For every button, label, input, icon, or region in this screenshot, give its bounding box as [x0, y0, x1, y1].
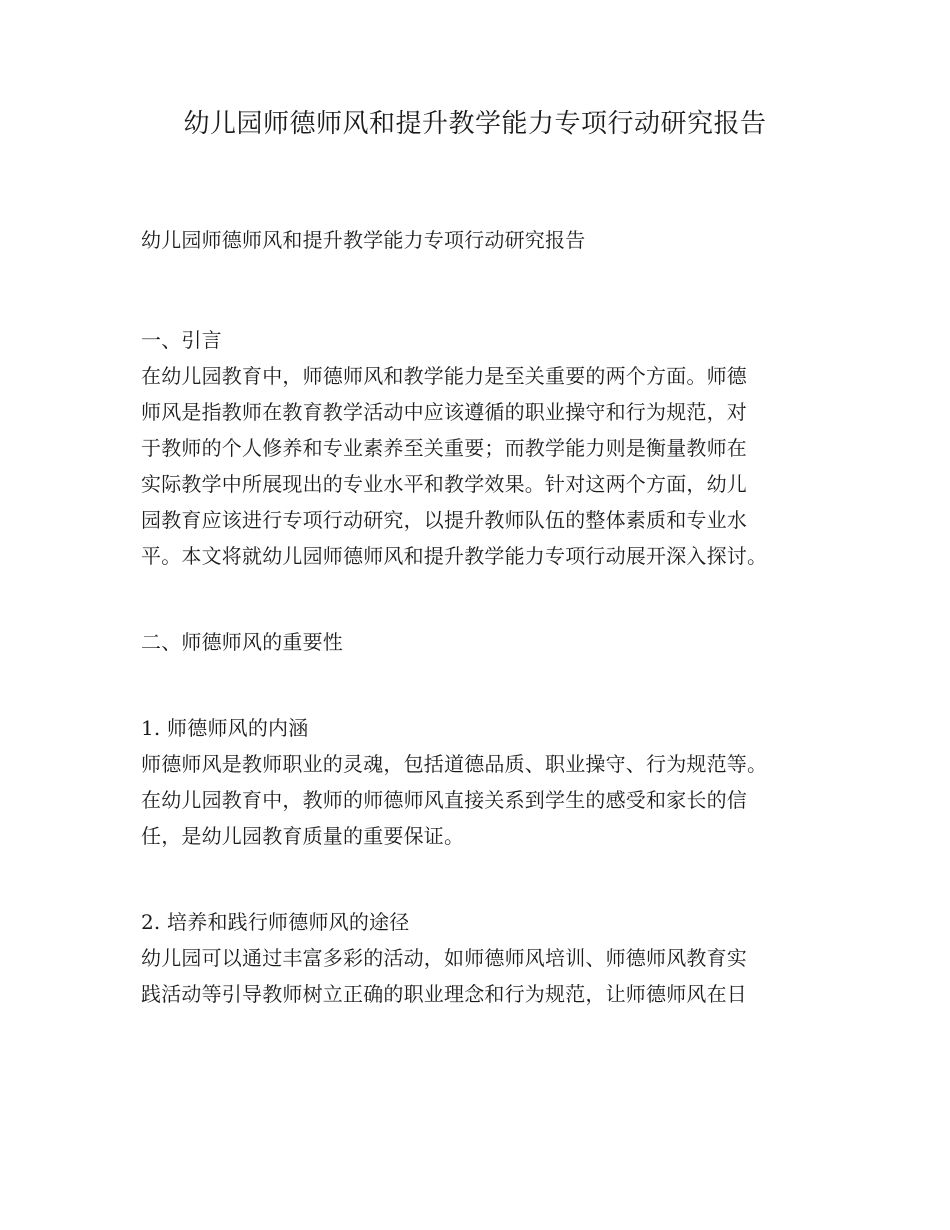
paragraph-line: 师风是指教师在教育教学活动中应该遵循的职业操守和行为规范，对 — [141, 400, 747, 424]
spacer — [141, 258, 841, 322]
paragraph-line: 幼儿园可以通过丰富多彩的活动，如师德师风培训、师德师风教育实 — [141, 946, 747, 970]
subsection-heading-pathways: 2. 培养和践行师德师风的途径 — [141, 910, 410, 934]
paragraph-line: 在幼儿园教育中，教师的师德师风直接关系到学生的感受和家长的信 — [141, 788, 747, 812]
section-heading-intro: 一、引言 — [141, 328, 222, 352]
paragraph-line: 平。本文将就幼儿园师德师风和提升教学能力专项行动展开深入探讨。 — [141, 544, 768, 568]
paragraph-line: 园教育应该进行专项行动研究，以提升教师队伍的整体素质和专业水 — [141, 508, 747, 532]
document-title: 幼儿园师德师风和提升教学能力专项行动研究报告 — [183, 109, 767, 139]
subsection-heading-connotation: 1. 师德师风的内涵 — [141, 716, 309, 740]
document-body — [141, 222, 841, 1012]
paragraph-line: 在幼儿园教育中，师德师风和教学能力是至关重要的两个方面。师德 — [141, 364, 747, 388]
paragraph-line: 师德师风是教师职业的灵魂，包括道德品质、职业操守、行为规范等。 — [141, 752, 768, 776]
spacer — [141, 854, 841, 904]
section-heading-importance: 二、师德师风的重要性 — [141, 630, 343, 654]
document-subtitle: 幼儿园师德师风和提升教学能力专项行动研究报告 — [141, 228, 586, 252]
paragraph-line: 于教师的个人修养和专业素养至关重要；而教学能力则是衡量教师在 — [141, 436, 747, 460]
paragraph-line: 践活动等引导教师树立正确的职业理念和行为规范，让师德师风在日 — [141, 982, 747, 1006]
paragraph-line: 任，是幼儿园教育质量的重要保证。 — [141, 824, 465, 848]
spacer — [141, 574, 841, 624]
paragraph-line: 实际教学中所展现出的专业水平和教学效果。针对这两个方面，幼儿 — [141, 472, 747, 496]
spacer — [141, 660, 841, 710]
